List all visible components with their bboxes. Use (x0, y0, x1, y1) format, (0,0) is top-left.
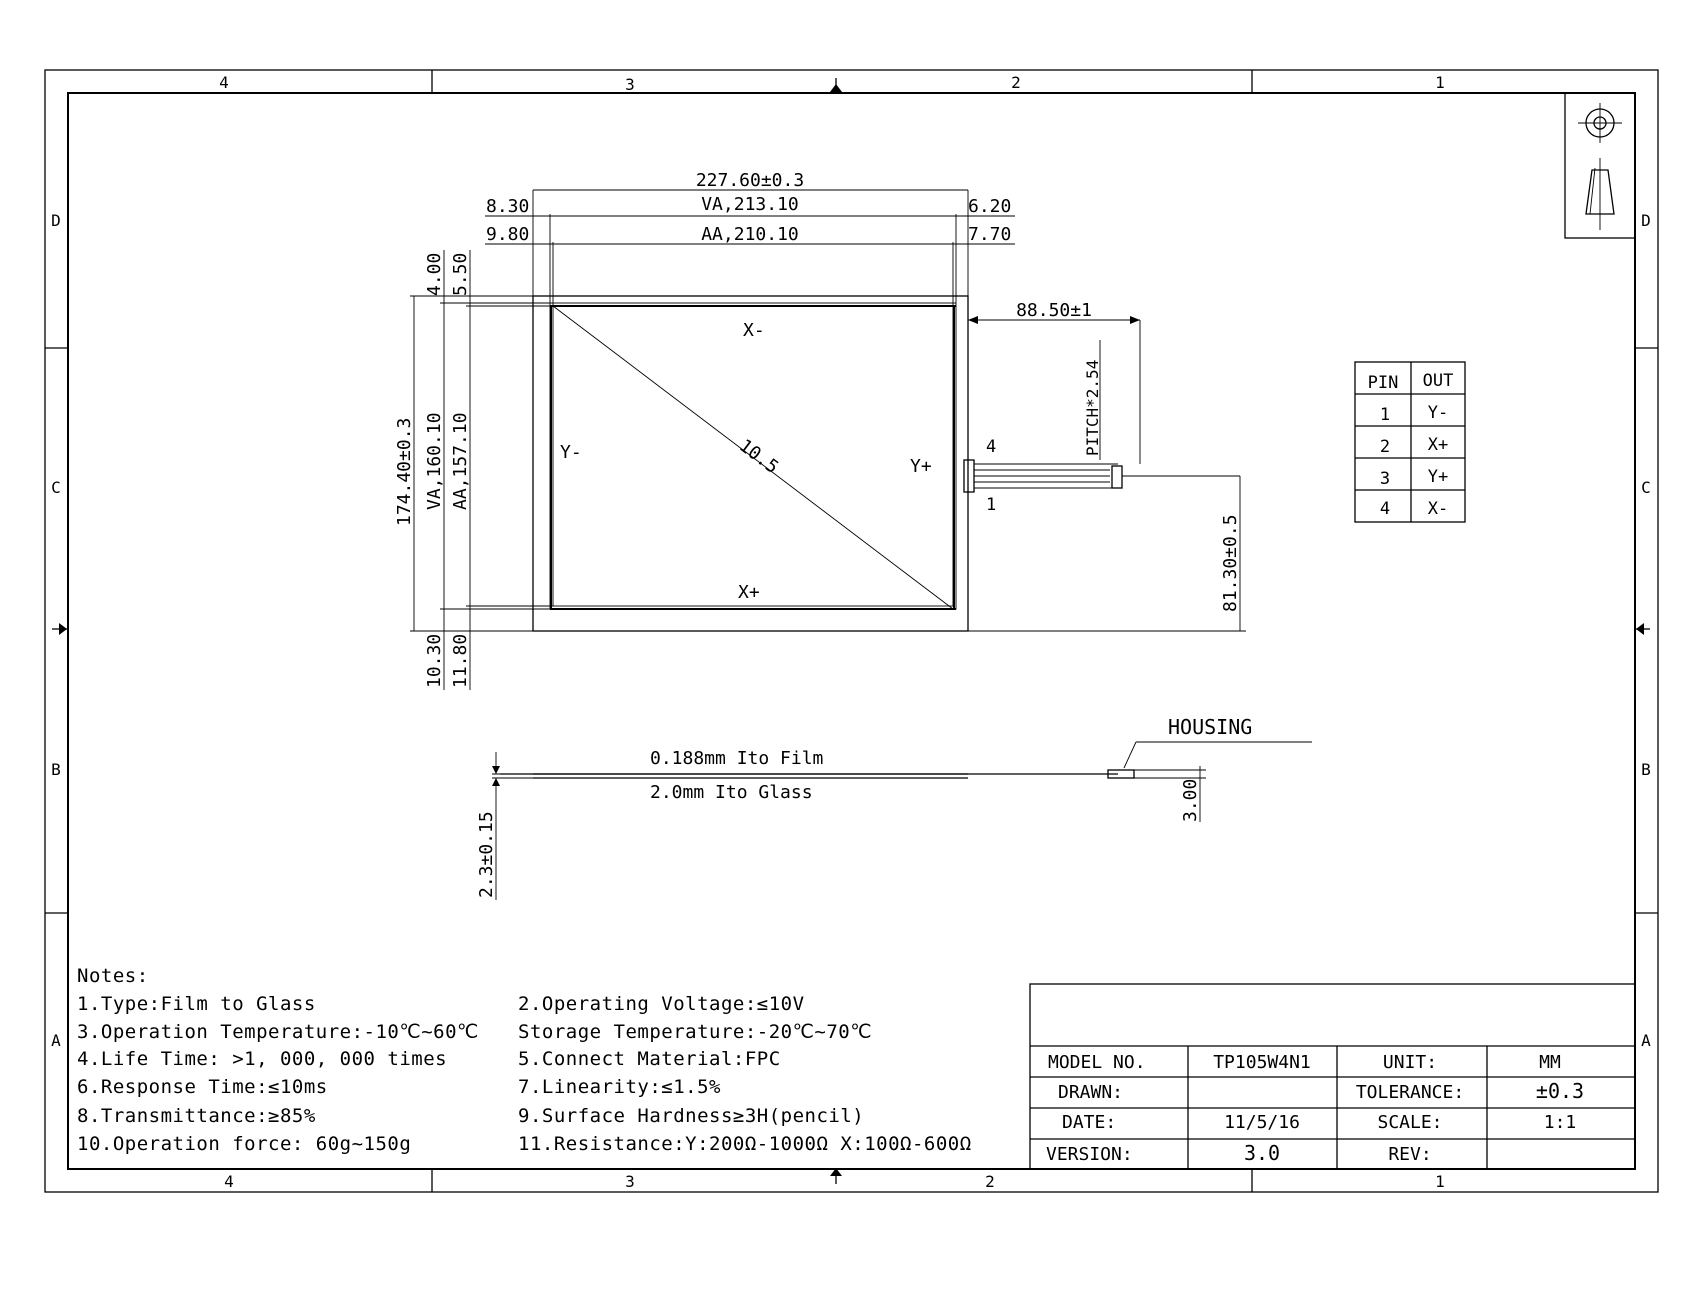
note-9: 9.Surface Hardness≥3H(pencil) (518, 1105, 865, 1127)
tb-date-label: DATE: (1062, 1112, 1117, 1133)
label-y-minus-left: Y- (560, 442, 582, 463)
dim-top-aa: 5.50 (450, 252, 471, 296)
diagonal-label: 10.5 (734, 435, 783, 479)
label-y-plus-right: Y+ (910, 456, 932, 477)
pin-row-2-out: X+ (1427, 435, 1449, 455)
dim-overall-height: 174.40±0.3 (394, 417, 415, 526)
front-view (394, 170, 1246, 690)
side-view (476, 715, 1312, 900)
housing-dim: 3.00 (1180, 778, 1201, 822)
pin-row-3-out: Y+ (1427, 467, 1449, 487)
zone-bottom-3: 3 (625, 1172, 635, 1191)
dim-aa-width: AA,210.10 (701, 224, 799, 245)
tb-version-value: 3.0 (1243, 1141, 1281, 1165)
label-x-plus-bottom: X+ (738, 582, 760, 603)
dim-tail-length: 88.50±1 (1016, 300, 1092, 321)
side-glass-label: 2.0mm Ito Glass (650, 782, 813, 803)
tb-model-value: TP105W4N1 (1213, 1052, 1311, 1073)
pin-table (1355, 362, 1465, 522)
tb-tolerance-value: ±0.3 (1535, 1079, 1585, 1103)
note-10: 10.Operation force: 60g~150g (77, 1133, 412, 1155)
side-thickness: 2.3±0.15 (476, 811, 497, 898)
projection-symbol-icon (1565, 93, 1635, 238)
pin-row-1-out: Y- (1427, 403, 1449, 423)
dim-bottom-aa: 11.80 (450, 633, 471, 688)
dim-bottom-va: 10.30 (424, 633, 445, 688)
note-7: 7.Linearity:≤1.5% (518, 1076, 721, 1098)
zone-left-A: A (51, 1031, 61, 1050)
dim-tail-position: 81.30±0.5 (1220, 514, 1241, 612)
tb-rev-label: REV: (1388, 1144, 1432, 1165)
dim-tail-pitch: PITCH*2.54 (1083, 359, 1102, 456)
housing-label: HOUSING (1168, 715, 1253, 739)
dim-left-va: 8.30 (486, 196, 530, 217)
note-1: 1.Type:Film to Glass (77, 993, 316, 1015)
dim-overall-width: 227.60±0.3 (695, 170, 805, 191)
note-5: 5.Connect Material:FPC (518, 1048, 781, 1070)
dim-right-aa: 7.70 (968, 224, 1012, 245)
note-3: 3.Operation Temperature:-10℃~60℃ (77, 1021, 479, 1043)
zone-right-C: C (1641, 478, 1651, 497)
note-4: 4.Life Time: >1, 000, 000 times (77, 1048, 448, 1070)
pin-row-4-pin: 4 (1379, 499, 1391, 519)
pin-label-1: 1 (986, 495, 997, 515)
side-film-label: 0.188mm Ito Film (650, 748, 824, 769)
title-block (1030, 984, 1635, 1169)
tb-model-label: MODEL NO. (1048, 1052, 1146, 1073)
dim-aa-height: AA,157.10 (450, 412, 471, 510)
pin-row-1-pin: 1 (1379, 405, 1391, 425)
tb-scale-label: SCALE: (1377, 1112, 1443, 1133)
pin-header-out: OUT (1422, 371, 1454, 391)
fpc-tail (964, 316, 1246, 631)
notes-title: Notes: (77, 965, 149, 987)
pin-header-pin: PIN (1367, 373, 1399, 393)
label-x-minus-top: X- (743, 320, 765, 341)
note-6: 6.Response Time:≤10ms (77, 1076, 328, 1098)
zone-right-B: B (1641, 760, 1651, 779)
dim-top-va: 4.00 (424, 252, 445, 296)
zone-right-D: D (1641, 211, 1651, 230)
pin-row-4-out: X- (1427, 499, 1449, 519)
note-2: 2.Operating Voltage:≤10V (518, 993, 805, 1015)
pin-row-2-pin: 2 (1379, 437, 1391, 457)
tb-date-value: 11/5/16 (1224, 1112, 1300, 1133)
tb-unit-value: MM (1539, 1052, 1561, 1073)
tb-scale-value: 1:1 (1543, 1112, 1577, 1133)
zone-bottom-4: 4 (224, 1172, 234, 1191)
zone-right-A: A (1641, 1031, 1651, 1050)
dim-va-width: VA,213.10 (701, 194, 799, 215)
zone-top-2: 2 (1011, 73, 1021, 92)
zone-left-C: C (51, 478, 61, 497)
note-3b: Storage Temperature:-20℃~70℃ (518, 1021, 873, 1043)
zone-bottom-1: 1 (1435, 1172, 1445, 1191)
pin-row-3-pin: 3 (1379, 469, 1391, 489)
zone-top-3: 3 (625, 75, 635, 94)
dim-right-va: 6.20 (968, 196, 1012, 217)
zone-left-B: B (51, 760, 61, 779)
tb-unit-label: UNIT: (1382, 1052, 1438, 1073)
notes (77, 965, 972, 1155)
zone-top-4: 4 (219, 73, 229, 92)
dim-left-aa: 9.80 (486, 224, 530, 245)
note-8: 8.Transmittance:≥85% (77, 1105, 316, 1127)
note-11: 11.Resistance:Y:200Ω-1000Ω X:100Ω-600Ω (518, 1133, 972, 1155)
zone-left-D: D (51, 211, 61, 230)
tb-drawn-label: DRAWN: (1058, 1082, 1124, 1103)
zone-bottom-2: 2 (985, 1172, 995, 1191)
zone-top-1: 1 (1435, 73, 1445, 92)
tb-tolerance-label: TOLERANCE: (1355, 1082, 1465, 1103)
dim-va-height: VA,160.10 (424, 412, 445, 510)
tb-version-label: VERSION: (1046, 1144, 1133, 1165)
pin-label-4: 4 (986, 437, 997, 457)
